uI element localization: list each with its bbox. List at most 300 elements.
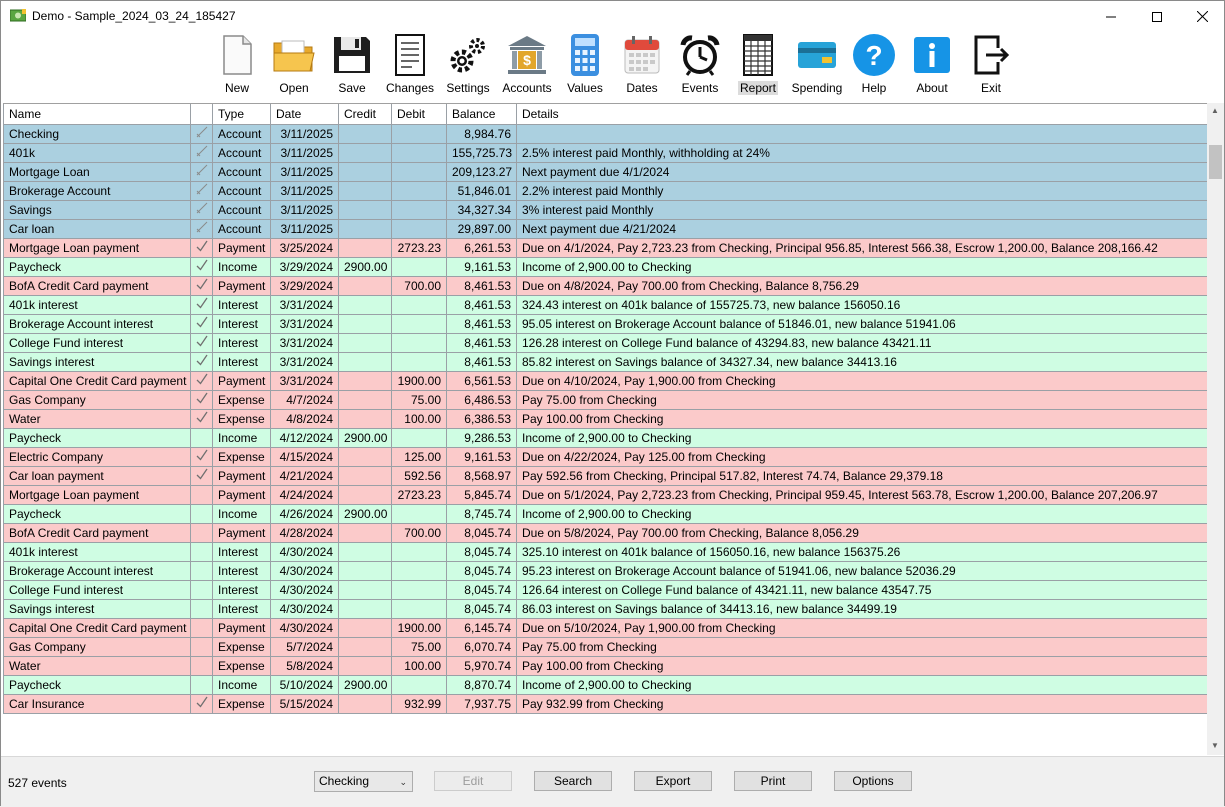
cell-details: 86.03 interest on Savings balance of 34413.16, new balance 34499.19	[517, 600, 1208, 619]
toolbar-new-label: New	[224, 81, 249, 95]
cell-debit	[392, 505, 447, 524]
print-button[interactable]: Print	[734, 771, 812, 791]
cell-debit: 2723.23	[392, 486, 447, 505]
checkmark-icon	[196, 696, 208, 708]
cell-status	[191, 239, 213, 258]
cell-credit	[339, 638, 392, 657]
cell-date: 3/31/2024	[271, 315, 339, 334]
cell-details: Income of 2,900.00 to Checking	[517, 676, 1208, 695]
cell-status	[191, 182, 213, 201]
calculator-icon	[569, 33, 601, 77]
checkmark-icon	[196, 354, 208, 366]
cell-debit: 700.00	[392, 277, 447, 296]
cell-status	[191, 296, 213, 315]
cell-credit	[339, 201, 392, 220]
column-header-debit[interactable]: Debit	[392, 104, 447, 125]
cell-debit	[392, 676, 447, 695]
grid-body	[4, 125, 1208, 714]
checkmark-icon	[196, 411, 208, 423]
table-row[interactable]	[4, 505, 1208, 524]
cell-name: College Fund interest	[4, 334, 191, 353]
cell-credit	[339, 239, 392, 258]
cell-balance: 8,461.53	[447, 296, 517, 315]
table-row[interactable]	[4, 562, 1208, 581]
cell-debit	[392, 315, 447, 334]
cell-details: 2.2% interest paid Monthly	[517, 182, 1208, 201]
cell-date: 4/28/2024	[271, 524, 339, 543]
cell-credit	[339, 600, 392, 619]
cell-status	[191, 657, 213, 676]
cell-debit	[392, 220, 447, 239]
cell-details: Due on 5/1/2024, Pay 2,723.23 from Checking, Principal 959.45, Interest 563.78, Escrow 1,200.00, Balance 207,206.97	[517, 486, 1208, 505]
toolbar-accounts-button[interactable]	[500, 32, 554, 100]
table-row[interactable]	[4, 296, 1208, 315]
edit-button[interactable]: Edit	[434, 771, 512, 791]
toolbar-save-label: Save	[338, 81, 366, 95]
toolbar-new-button[interactable]	[214, 32, 260, 100]
cell-status	[191, 353, 213, 372]
cell-credit	[339, 619, 392, 638]
column-header-type[interactable]: Type	[213, 104, 271, 125]
cell-type: Income	[213, 505, 271, 524]
chevron-down-icon: ⌄	[399, 777, 407, 787]
maximize-button[interactable]	[1134, 1, 1180, 32]
cell-balance: 8,745.74	[447, 505, 517, 524]
cell-name: Savings interest	[4, 600, 191, 619]
toolbar-report-label: Report	[739, 81, 777, 95]
table-row[interactable]	[4, 315, 1208, 334]
cell-balance: 5,970.74	[447, 657, 517, 676]
cell-balance: 29,897.00	[447, 220, 517, 239]
checkmark-icon	[196, 240, 208, 252]
cell-name: Paycheck	[4, 505, 191, 524]
cell-credit	[339, 353, 392, 372]
column-header-status[interactable]	[191, 104, 213, 125]
table-row[interactable]	[4, 372, 1208, 391]
table-row[interactable]	[4, 657, 1208, 676]
cell-type: Interest	[213, 334, 271, 353]
cell-name: Savings interest	[4, 353, 191, 372]
scroll-thumb[interactable]	[1209, 145, 1222, 179]
cell-details: Due on 4/1/2024, Pay 2,723.23 from Checking, Principal 956.85, Interest 566.38, Escrow 1,200.00, Balance 208,166.42	[517, 239, 1208, 258]
toolbar-spending-label: Spending	[791, 81, 843, 95]
toolbar-save-button[interactable]	[329, 32, 375, 100]
cell-balance: 6,561.53	[447, 372, 517, 391]
cell-status	[191, 581, 213, 600]
checkmark-icon	[196, 392, 208, 404]
cell-date: 3/11/2025	[271, 144, 339, 163]
indeterminate-icon	[196, 164, 208, 176]
checkmark-icon	[196, 278, 208, 290]
cell-type: Interest	[213, 581, 271, 600]
cell-details: Due on 4/8/2024, Pay 700.00 from Checking, Balance 8,756.29	[517, 277, 1208, 296]
cell-name: BofA Credit Card payment	[4, 277, 191, 296]
calendar-icon	[623, 35, 661, 75]
cell-debit	[392, 562, 447, 581]
cell-balance: 8,461.53	[447, 353, 517, 372]
checkmark-icon	[196, 297, 208, 309]
changes-document-icon	[392, 33, 428, 77]
cell-details: 325.10 interest on 401k balance of 156050.16, new balance 156375.26	[517, 543, 1208, 562]
event-count: 527 events	[8, 776, 67, 790]
table-row[interactable]	[4, 182, 1208, 201]
cell-credit	[339, 296, 392, 315]
events-table	[3, 104, 1207, 714]
cell-status	[191, 638, 213, 657]
cell-date: 4/26/2024	[271, 505, 339, 524]
cell-name: Brokerage Account interest	[4, 562, 191, 581]
cell-type: Account	[213, 201, 271, 220]
cell-type: Account	[213, 220, 271, 239]
cell-credit	[339, 467, 392, 486]
cell-date: 4/7/2024	[271, 391, 339, 410]
cell-debit	[392, 125, 447, 144]
cell-debit	[392, 182, 447, 201]
cell-credit	[339, 524, 392, 543]
table-row[interactable]	[4, 638, 1208, 657]
cell-date: 4/15/2024	[271, 448, 339, 467]
cell-status	[191, 562, 213, 581]
table-row[interactable]	[4, 486, 1208, 505]
cell-credit	[339, 543, 392, 562]
cell-credit	[339, 372, 392, 391]
cell-status	[191, 220, 213, 239]
cell-type: Income	[213, 258, 271, 277]
cell-debit: 100.00	[392, 657, 447, 676]
cell-date: 3/11/2025	[271, 220, 339, 239]
toolbar-dates-label: Dates	[626, 81, 658, 95]
cell-name: Gas Company	[4, 638, 191, 657]
cell-name: Gas Company	[4, 391, 191, 410]
cell-credit	[339, 125, 392, 144]
cell-date: 5/15/2024	[271, 695, 339, 714]
table-row[interactable]	[4, 201, 1208, 220]
table-row[interactable]	[4, 410, 1208, 429]
cell-debit	[392, 258, 447, 277]
cell-name: Capital One Credit Card payment	[4, 619, 191, 638]
scroll-down-icon[interactable]: ▼	[1211, 741, 1219, 750]
cell-type: Account	[213, 144, 271, 163]
account-select[interactable]	[314, 771, 413, 792]
cell-status	[191, 524, 213, 543]
column-header-details[interactable]: Details	[517, 104, 1208, 125]
cell-date: 4/12/2024	[271, 429, 339, 448]
cell-type: Interest	[213, 353, 271, 372]
cell-date: 3/31/2024	[271, 372, 339, 391]
table-row[interactable]	[4, 695, 1208, 714]
column-header-date[interactable]: Date	[271, 104, 339, 125]
toolbar-about-button[interactable]	[909, 32, 955, 100]
cell-date: 3/31/2024	[271, 296, 339, 315]
vertical-scrollbar[interactable]	[1207, 103, 1224, 755]
info-icon	[913, 36, 951, 74]
cell-status	[191, 391, 213, 410]
cell-date: 3/11/2025	[271, 125, 339, 144]
cell-debit: 1900.00	[392, 619, 447, 638]
minimize-button[interactable]	[1088, 1, 1134, 32]
cell-status	[191, 619, 213, 638]
cell-status	[191, 315, 213, 334]
cell-status	[191, 467, 213, 486]
floppy-disk-icon	[332, 35, 372, 75]
cell-date: 5/8/2024	[271, 657, 339, 676]
cell-name: Capital One Credit Card payment	[4, 372, 191, 391]
toolbar-accounts-label: Accounts	[502, 81, 552, 95]
minimize-icon	[1106, 12, 1116, 22]
cell-details: Pay 592.56 from Checking, Principal 517.82, Interest 74.74, Balance 29,379.18	[517, 467, 1208, 486]
title-bar	[1, 1, 1224, 32]
export-button[interactable]: Export	[634, 771, 712, 791]
checkmark-icon	[196, 259, 208, 271]
checkmark-icon	[196, 373, 208, 385]
cell-status	[191, 676, 213, 695]
cell-details: Pay 100.00 from Checking	[517, 657, 1208, 676]
cell-date: 3/11/2025	[271, 182, 339, 201]
toolbar-values-button[interactable]	[562, 32, 608, 100]
spreadsheet-icon	[743, 34, 773, 76]
cell-date: 3/11/2025	[271, 163, 339, 182]
footer-bar	[1, 756, 1224, 807]
cell-type: Interest	[213, 600, 271, 619]
window-title: Demo - Sample_2024_03_24_185427	[32, 9, 236, 23]
cell-details: 85.82 interest on Savings balance of 34327.34, new balance 34413.16	[517, 353, 1208, 372]
table-row[interactable]	[4, 524, 1208, 543]
cell-date: 3/31/2024	[271, 334, 339, 353]
maximize-icon	[1152, 12, 1162, 22]
cell-debit	[392, 296, 447, 315]
scroll-up-icon[interactable]: ▲	[1211, 106, 1219, 115]
table-row[interactable]	[4, 125, 1208, 144]
cell-balance: 6,145.74	[447, 619, 517, 638]
table-row[interactable]	[4, 448, 1208, 467]
cell-details: Due on 5/8/2024, Pay 700.00 from Checking, Balance 8,056.29	[517, 524, 1208, 543]
cell-details: 95.05 interest on Brokerage Account balance of 51846.01, new balance 51941.06	[517, 315, 1208, 334]
cell-debit: 932.99	[392, 695, 447, 714]
table-row[interactable]	[4, 600, 1208, 619]
cell-details: 126.64 interest on College Fund balance of 43421.11, new balance 43547.75	[517, 581, 1208, 600]
cell-details: Due on 4/22/2024, Pay 125.00 from Checking	[517, 448, 1208, 467]
table-row[interactable]	[4, 581, 1208, 600]
cell-status	[191, 410, 213, 429]
cell-credit	[339, 695, 392, 714]
cell-name: Mortgage Loan payment	[4, 486, 191, 505]
search-button[interactable]: Search	[534, 771, 612, 791]
cell-balance: 8,045.74	[447, 581, 517, 600]
table-row[interactable]	[4, 429, 1208, 448]
toolbar-settings-label: Settings	[446, 81, 490, 95]
cell-balance: 5,845.74	[447, 486, 517, 505]
cell-balance: 6,386.53	[447, 410, 517, 429]
toolbar-events-button[interactable]	[675, 32, 725, 100]
cell-type: Interest	[213, 296, 271, 315]
cell-status	[191, 334, 213, 353]
cell-status	[191, 372, 213, 391]
table-row[interactable]	[4, 676, 1208, 695]
cell-date: 4/30/2024	[271, 581, 339, 600]
cell-type: Payment	[213, 619, 271, 638]
cell-date: 3/11/2025	[271, 201, 339, 220]
toolbar-exit-button[interactable]	[968, 32, 1014, 100]
cell-type: Account	[213, 163, 271, 182]
table-row[interactable]	[4, 277, 1208, 296]
cell-credit	[339, 163, 392, 182]
cell-credit: 2900.00	[339, 505, 392, 524]
cell-name: College Fund interest	[4, 581, 191, 600]
cell-type: Payment	[213, 372, 271, 391]
cell-type: Payment	[213, 486, 271, 505]
bank-icon	[505, 33, 549, 77]
options-button[interactable]: Options	[834, 771, 912, 791]
cell-date: 4/30/2024	[271, 600, 339, 619]
toolbar-open-button[interactable]	[269, 32, 319, 100]
cell-type: Expense	[213, 410, 271, 429]
cell-balance: 9,161.53	[447, 258, 517, 277]
cell-date: 4/30/2024	[271, 619, 339, 638]
cell-balance: 7,937.75	[447, 695, 517, 714]
cell-credit	[339, 581, 392, 600]
cell-name: Brokerage Account interest	[4, 315, 191, 334]
toolbar-exit-label: Exit	[980, 81, 1001, 95]
cell-type: Expense	[213, 391, 271, 410]
indeterminate-icon	[196, 126, 208, 138]
table-row[interactable]	[4, 619, 1208, 638]
column-header-credit[interactable]: Credit	[339, 104, 392, 125]
cell-credit: 2900.00	[339, 676, 392, 695]
cell-name: Water	[4, 657, 191, 676]
table-row[interactable]	[4, 220, 1208, 239]
cell-name: Brokerage Account	[4, 182, 191, 201]
cell-status	[191, 695, 213, 714]
cell-type: Expense	[213, 448, 271, 467]
events-grid[interactable]	[3, 103, 1207, 756]
cell-details: Due on 4/10/2024, Pay 1,900.00 from Checking	[517, 372, 1208, 391]
cell-date: 3/31/2024	[271, 353, 339, 372]
cell-name: Water	[4, 410, 191, 429]
table-row[interactable]	[4, 353, 1208, 372]
cell-balance: 6,486.53	[447, 391, 517, 410]
cell-debit: 125.00	[392, 448, 447, 467]
cell-details: Next payment due 4/1/2024	[517, 163, 1208, 182]
cell-credit	[339, 448, 392, 467]
column-header-balance[interactable]: Balance	[447, 104, 517, 125]
cell-credit	[339, 410, 392, 429]
cell-details: Due on 5/10/2024, Pay 1,900.00 from Checking	[517, 619, 1208, 638]
money-app-icon	[10, 9, 26, 22]
cell-debit: 75.00	[392, 391, 447, 410]
cell-balance: 155,725.73	[447, 144, 517, 163]
cell-name: Paycheck	[4, 258, 191, 277]
cell-status	[191, 201, 213, 220]
cell-status	[191, 505, 213, 524]
toolbar-values-label: Values	[567, 81, 603, 95]
toolbar-help-label: Help	[861, 81, 887, 95]
cell-status	[191, 163, 213, 182]
cell-details: Income of 2,900.00 to Checking	[517, 258, 1208, 277]
cell-balance: 34,327.34	[447, 201, 517, 220]
cell-type: Expense	[213, 657, 271, 676]
cell-credit	[339, 391, 392, 410]
svg-text:$: $	[523, 52, 531, 68]
cell-date: 3/29/2024	[271, 258, 339, 277]
cell-balance: 8,045.74	[447, 543, 517, 562]
toolbar-changes-button[interactable]	[384, 32, 436, 100]
table-row[interactable]	[4, 144, 1208, 163]
cell-name: Paycheck	[4, 676, 191, 695]
cell-debit	[392, 543, 447, 562]
table-row[interactable]	[4, 258, 1208, 277]
toolbar-help-button[interactable]	[851, 32, 897, 100]
cell-balance: 9,161.53	[447, 448, 517, 467]
table-row[interactable]	[4, 239, 1208, 258]
cell-debit	[392, 353, 447, 372]
cell-details: Income of 2,900.00 to Checking	[517, 505, 1208, 524]
cell-status	[191, 486, 213, 505]
cell-details: Income of 2,900.00 to Checking	[517, 429, 1208, 448]
indeterminate-icon	[196, 183, 208, 195]
toolbar-open-label: Open	[279, 81, 309, 95]
checkmark-icon	[196, 316, 208, 328]
table-row[interactable]	[4, 543, 1208, 562]
cell-balance: 209,123.27	[447, 163, 517, 182]
table-row[interactable]	[4, 163, 1208, 182]
table-row[interactable]	[4, 467, 1208, 486]
cell-name: 401k interest	[4, 543, 191, 562]
cell-details: 126.28 interest on College Fund balance of 43294.83, new balance 43421.11	[517, 334, 1208, 353]
toolbar-report-button[interactable]	[736, 32, 780, 100]
toolbar-dates-button[interactable]	[619, 32, 665, 100]
cell-date: 4/30/2024	[271, 562, 339, 581]
cell-date: 3/25/2024	[271, 239, 339, 258]
table-row[interactable]	[4, 391, 1208, 410]
cell-date: 4/21/2024	[271, 467, 339, 486]
toolbar-spending-button[interactable]	[788, 32, 846, 100]
cell-balance: 51,846.01	[447, 182, 517, 201]
cell-debit	[392, 163, 447, 182]
cell-balance: 9,286.53	[447, 429, 517, 448]
cell-details: 2.5% interest paid Monthly, withholding at 24%	[517, 144, 1208, 163]
table-row[interactable]	[4, 334, 1208, 353]
cell-debit	[392, 581, 447, 600]
column-header-name[interactable]: Name	[4, 104, 191, 125]
cell-details: 3% interest paid Monthly	[517, 201, 1208, 220]
toolbar-about-label: About	[916, 81, 948, 95]
toolbar-settings-button[interactable]	[443, 32, 493, 100]
cell-balance: 8,045.74	[447, 600, 517, 619]
cell-status	[191, 600, 213, 619]
cell-debit	[392, 144, 447, 163]
cell-details: Pay 932.99 from Checking	[517, 695, 1208, 714]
cell-credit: 2900.00	[339, 258, 392, 277]
cell-debit: 700.00	[392, 524, 447, 543]
cell-debit	[392, 600, 447, 619]
cell-details: Next payment due 4/21/2024	[517, 220, 1208, 239]
cell-type: Income	[213, 429, 271, 448]
cell-date: 3/29/2024	[271, 277, 339, 296]
cell-debit	[392, 429, 447, 448]
cell-status	[191, 543, 213, 562]
cell-name: Mortgage Loan payment	[4, 239, 191, 258]
close-icon	[1197, 11, 1208, 22]
cell-credit	[339, 486, 392, 505]
cell-type: Interest	[213, 543, 271, 562]
cell-status	[191, 125, 213, 144]
close-button[interactable]	[1179, 1, 1225, 32]
cell-date: 5/7/2024	[271, 638, 339, 657]
cell-name: Car loan	[4, 220, 191, 239]
cell-status	[191, 429, 213, 448]
open-folder-icon	[272, 35, 316, 75]
cell-credit	[339, 315, 392, 334]
